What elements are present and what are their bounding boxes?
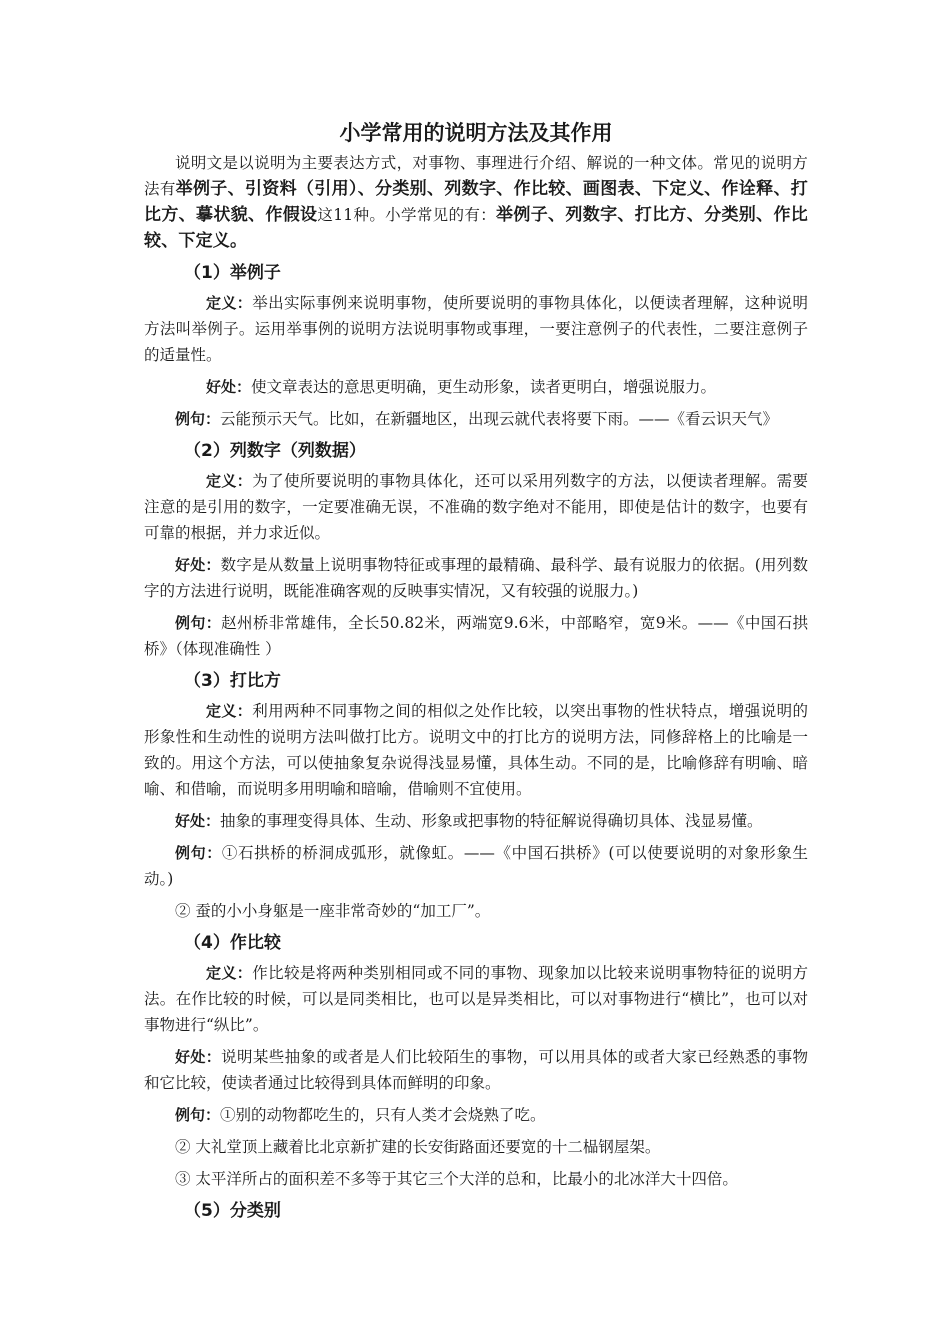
intro-paragraph: [144, 150, 808, 254]
section-heading: （3）打比方: [184, 671, 281, 691]
benefit-label: 好处：: [175, 556, 221, 574]
intro-methods-all: 举例子、引资料（引用）、分类别、列数字、作比较、画图表、下定义、作诠释、打比方、摹状貌、作假设: [144, 179, 808, 225]
section-heading: （5）分类别: [184, 1201, 281, 1221]
section-heading: （2）列数字（列数据）: [184, 441, 366, 461]
definition-paragraph: [144, 960, 808, 1038]
intro-text-1: 说明文是以说明为主要表达方式，对事物、事理进行介绍、解说的一种文体。常见的说明方法有: [144, 154, 808, 198]
document-page: [144, 118, 808, 1228]
example-extra-line: ② 大礼堂顶上藏着比北京新扩建的长安街路面还要宽的十二榀钢屋架。: [175, 1138, 661, 1156]
benefit-text: 抽象的事理变得具体、生动、形象或把事物的特征解说得确切具体、浅显易懂。: [220, 812, 763, 830]
example-text: ①石拱桥的桥洞成弧形，就像虹。——《中国石拱桥》(可以使要说明的对象形象生动。): [144, 844, 808, 888]
definition-paragraph: [144, 290, 808, 368]
example-label: 例句：: [175, 614, 222, 632]
benefit-text: 数字是从数量上说明事物特征或事理的最精确、最科学、最有说服力的依据。(用列数字的方法进行说明，既能准确客观的反映事实情况，又有较强的说服力。): [144, 556, 808, 600]
benefit-label: 好处：: [175, 812, 221, 830]
example-extra-line: ③ 太平洋所占的面积差不多等于其它三个大洋的总和，比最小的北冰洋大十四倍。: [175, 1170, 738, 1188]
definition-text: 利用两种不同事物之间的相似之处作比较，以突出事物的性状特点，增强说明的形象性和生动性的说明方法叫做打比方。说明文中的打比方的说明方法，同修辞格上的比喻是一致的。用这个方法，可以使抽象复杂说得浅显易懂，具体生动。不同的是，比喻修辞有明喻、暗喻、和借喻，而说明多用明喻和暗喻，借喻则不宜使用。: [144, 702, 808, 798]
example-paragraph: [144, 406, 808, 432]
benefit-paragraph: [144, 552, 808, 604]
benefit-label: 好处：: [206, 378, 252, 396]
page-title: 小学常用的说明方法及其作用: [339, 121, 613, 145]
definition-text: 作比较是将两种类别相同或不同的事物、现象加以比较来说明事物特征的说明方法。在作比较的时候，可以是同类相比，也可以是异类相比，可以对事物进行“横比”，也可以对事物进行“纵比”。: [144, 964, 808, 1034]
benefit-text: 使文章表达的意思更明确，更生动形象，读者更明白，增强说服力。: [251, 378, 717, 396]
definition-paragraph: [144, 698, 808, 802]
benefit-text: 说明某些抽象的或者是人们比较陌生的事物，可以用具体的或者大家已经熟悉的事物和它比较，使读者通过比较得到具体而鲜明的印象。: [144, 1048, 808, 1092]
example-paragraph: [144, 840, 808, 892]
intro-text-2: 这11种。小学常见的有：: [317, 206, 497, 224]
example-label: 例句：: [175, 1106, 221, 1124]
example-label: 例句：: [175, 410, 221, 428]
definition-text: 为了使所要说明的事物具体化，还可以采用列数字的方法，以便读者理解。需要注意的是引用的数字，一定要准确无误，不准确的数字绝对不能用，即使是估计的数字，也要有可靠的根据，并力求近似。: [144, 472, 808, 542]
example-text: 赵州桥非常雄伟，全长50.82米，两端宽9.6米，中部略窄，宽9米。——《中国石拱桥》（体现准确性 ）: [144, 614, 808, 658]
section-heading: （4）作比较: [184, 933, 281, 953]
example-text: 云能预示天气。比如，在新疆地区，出现云就代表将要下雨。——《看云识天气》: [220, 410, 779, 428]
benefit-paragraph: [144, 1044, 808, 1096]
benefit-label: 好处：: [175, 1048, 222, 1066]
example-paragraph: [144, 610, 808, 662]
intro-methods-primary: 举例子、列数字、打比方、分类别、作比较、下定义。: [144, 205, 809, 251]
definition-label: 定义：: [206, 472, 253, 490]
section-heading: （1）举例子: [184, 263, 281, 283]
definition-label: 定义：: [206, 702, 253, 720]
example-paragraph: [144, 1102, 808, 1128]
definition-label: 定义：: [206, 294, 253, 312]
definition-text: 举出实际事例来说明事物，使所要说明的事物具体化，以便读者理解，这种说明方法叫举例子。运用举事例的说明方法说明事物或事理，一要注意例子的代表性，二要注意例子的适量性。: [144, 294, 808, 364]
definition-label: 定义：: [206, 964, 253, 982]
example-label: 例句：: [175, 844, 222, 862]
example-extra-line: ② 蚕的小小身躯是一座非常奇妙的“加工厂”。: [175, 902, 491, 920]
benefit-paragraph: [144, 808, 808, 834]
definition-paragraph: [144, 468, 808, 546]
benefit-paragraph: [144, 374, 808, 400]
example-text: ①别的动物都吃生的，只有人类才会烧熟了吃。: [220, 1106, 546, 1124]
